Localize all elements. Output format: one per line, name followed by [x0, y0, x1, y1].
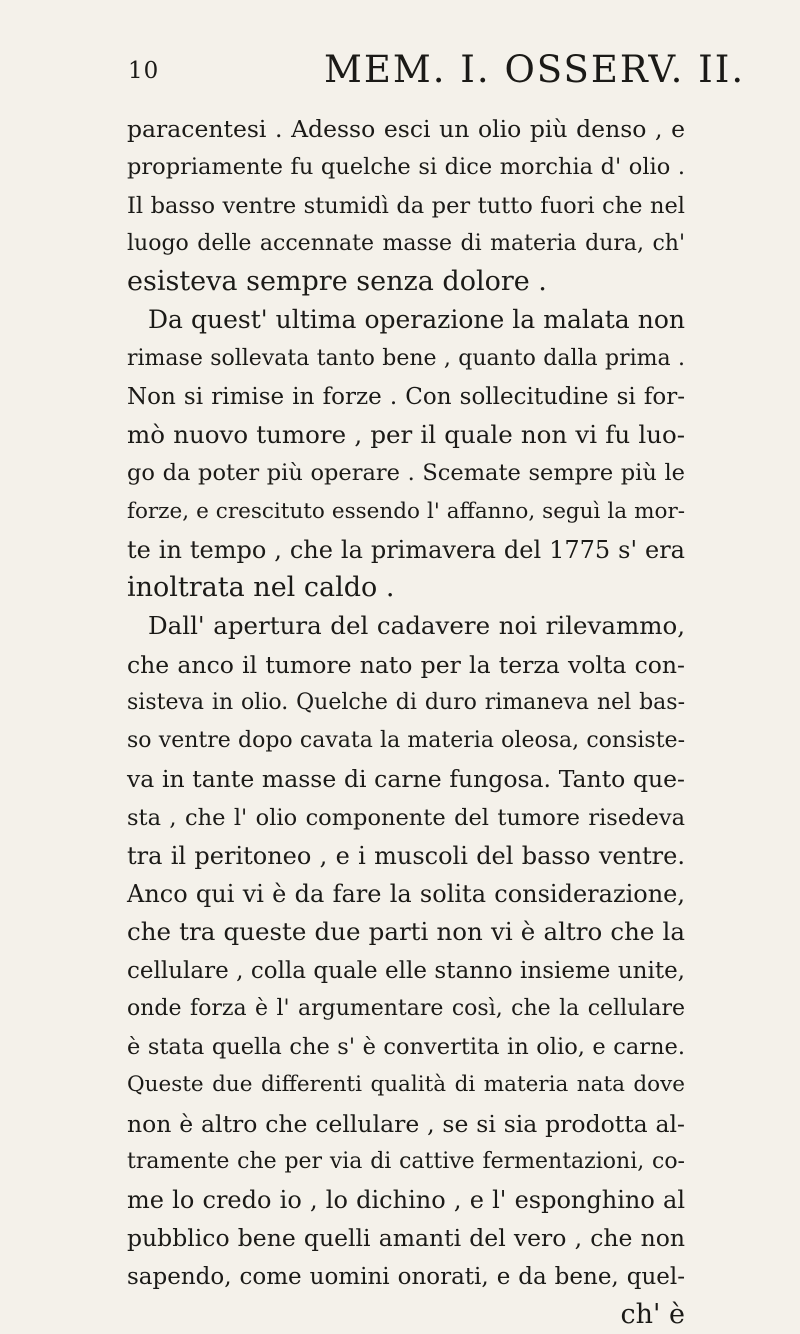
text-line: me lo credo io , lo dichino , e l' esponghino al [127, 1186, 685, 1214]
text-line: è stata quella che s' è convertita in olio, e carne. [127, 1034, 685, 1060]
text-line: luogo delle accennate masse di materia dura, ch' [127, 230, 685, 256]
text-line: inoltrata nel caldo . [127, 572, 395, 603]
text-line: onde forza è l' argumentare così, che la cellulare [127, 995, 685, 1021]
text-line: Dall' apertura del cadavere noi rilevammo, [148, 611, 685, 641]
text-line: Non si rimise in forze . Con sollecitudine si for- [127, 383, 685, 410]
page-number: 10 [128, 58, 160, 84]
text-line: Queste due differenti qualità di materia nata dove [127, 1072, 685, 1098]
text-line: che anco il tumore nato per la terza volta con- [127, 650, 685, 679]
catchword: ch' è [620, 1298, 685, 1330]
text-line: pubblico bene quelli amanti del vero , che non [127, 1224, 685, 1253]
text-line: va in tante masse di carne fungosa. Tanto que- [127, 765, 685, 794]
text-line: tramente che per via di cattive fermentazioni, co- [127, 1148, 685, 1174]
text-line: sapendo, come uomini onorati, e da bene, quel- [127, 1263, 685, 1290]
running-head: MEM. I. OSSERV. II. [324, 48, 746, 91]
page-header [128, 48, 746, 98]
text-line: Anco qui vi è da fare la solita considerazione, [127, 880, 685, 908]
text-line: Da quest' ultima operazione la malata non [148, 305, 685, 335]
text-line: che tra queste due parti non vi è altro che la [127, 917, 685, 947]
body-text [127, 110, 685, 1334]
text-line: Il basso ventre stumidì da per tutto fuori che nel [127, 192, 685, 219]
text-line: tra il peritoneo , e i muscoli del basso ventre. [127, 841, 685, 870]
text-line: sta , che l' olio componente del tumore risedeva [127, 804, 685, 831]
text-line: cellulare , colla quale elle stanno insieme unite, [127, 957, 685, 984]
text-line: sisteva in olio. Quelche di duro rimaneva nel bas- [127, 689, 685, 715]
text-line: te in tempo , che la primavera del 1775 s' era [127, 535, 685, 564]
text-line: non è altro che cellulare , se si sia prodotta al- [127, 1109, 685, 1138]
text-line: go da poter più operare . Scemate sempre più le [127, 460, 685, 487]
text-line: rimase sollevata tanto bene , quanto dalla prima . [127, 345, 685, 371]
text-line: mò nuovo tumore , per il quale non vi fu luo- [127, 420, 685, 449]
text-line: forze, e crescituto essendo l' affanno, seguì la mor- [127, 498, 685, 524]
text-line: propriamente fu quelche si dice morchia d' olio . [127, 154, 685, 181]
text-line: esisteva sempre senza dolore . [127, 266, 547, 297]
text-line: paracentesi . Adesso esci un olio più denso , e [127, 115, 685, 143]
text-line: so ventre dopo cavata la materia oleosa, consiste- [127, 728, 685, 753]
